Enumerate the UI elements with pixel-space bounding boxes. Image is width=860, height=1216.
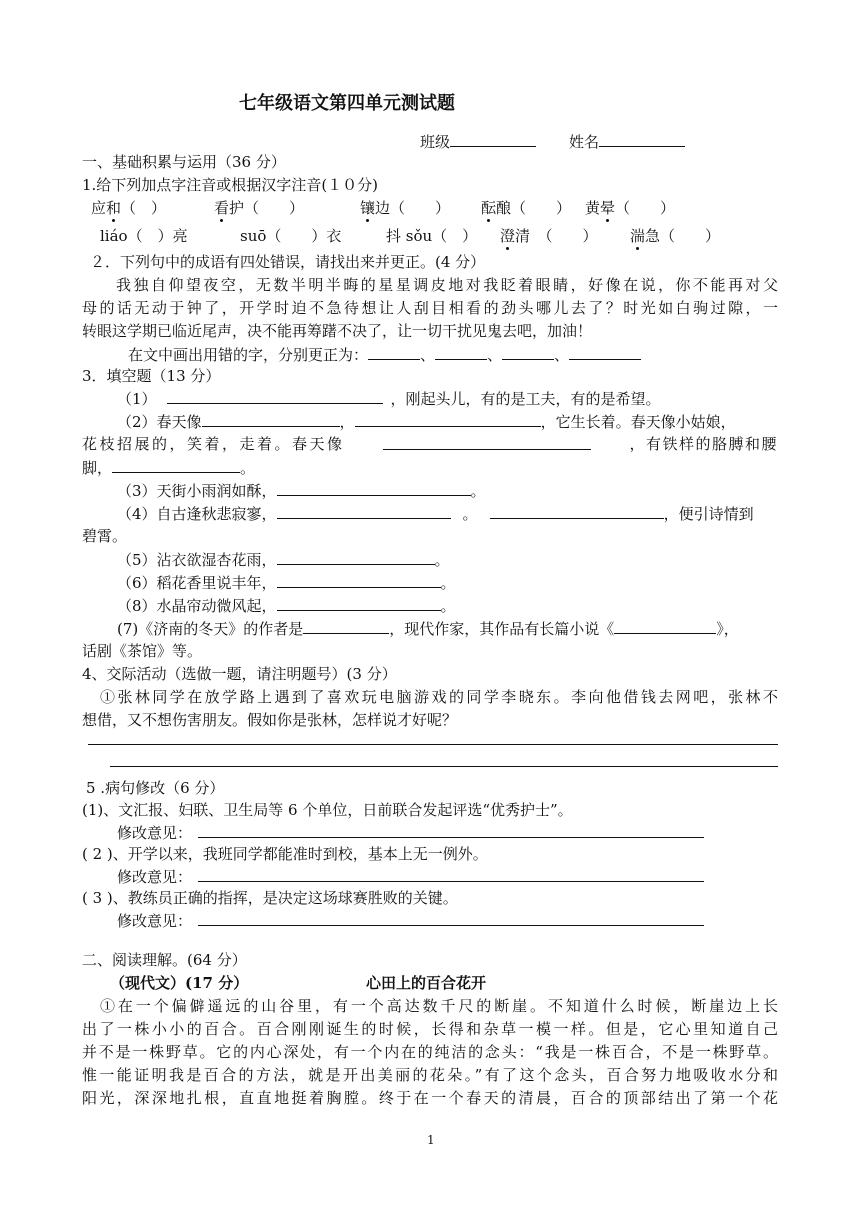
q2-passage-line: 我独自仰望夜空，无数半明半晦的星星调皮地对我眨着眼睛，好像在说，你不能再对父 xyxy=(116,276,778,294)
q2-title: ２．下列句中的成语有四处错误，请找出来并更正。(4 分） xyxy=(90,253,486,271)
q2-passage-line: 母的话无动于钟了，开学时迫不急待想让人刮目相看的劲头哪儿去了？时光如白驹过隙，一 xyxy=(82,299,778,317)
q3-item-2: （2）春天像 ， ，它生长着。春天像小姑娘， xyxy=(117,413,736,431)
q4-line: ①张林同学在放学路上遇到了喜欢玩电脑游戏的同学李晓东。李向他借钱去网吧，张林不 xyxy=(100,688,778,706)
q1-item: 酝酿（ ） xyxy=(481,199,572,217)
q3-item-7-line2: 话剧《茶馆》等。 xyxy=(82,642,203,660)
answer-blank[interactable] xyxy=(198,822,704,838)
q1-item: 抖 sǒu（ ） xyxy=(386,227,478,245)
q2-answer-row: 在文中画出用错的字，分别更正为： 、 、 、 xyxy=(128,344,641,365)
q5-sentence-1: (1)、文汇报、妇联、卫生局等 6 个单位，日前联合发起评选“优秀护士”。 xyxy=(82,801,573,819)
answer-blank[interactable] xyxy=(502,344,554,360)
q4-title: 4、交际活动（选做一题，请注明题号）(3 分） xyxy=(82,665,397,683)
q5-title: 5 .病句修改（6 分） xyxy=(86,779,225,797)
q3-item-4: （4）自古逢秋悲寂寥， 。 ，便引诗情到 xyxy=(117,505,754,523)
q3-item-7: (7)《济南的冬天》的作者是 ，现代作家，其作品有长篇小说《 》， xyxy=(117,620,739,638)
answer-blank[interactable] xyxy=(303,618,389,634)
class-blank[interactable] xyxy=(450,131,536,147)
name-field xyxy=(569,131,685,152)
name-blank[interactable] xyxy=(599,131,685,147)
reading-label: （现代文）(17 分） xyxy=(110,974,249,992)
q1-item: 镶边（ ） xyxy=(360,199,451,217)
reading-title: 心田上的百合花开 xyxy=(366,974,487,992)
q1-item: 澄清 （ ） xyxy=(500,227,598,245)
page-number: 1 xyxy=(427,1133,435,1147)
answer-blank[interactable] xyxy=(368,344,420,360)
q3-item-6: （6）稻花香里说丰年， 。 xyxy=(117,574,456,592)
q5-fix-3: 修改意见： xyxy=(117,910,704,931)
q3-item-5: （5）沾衣欲湿杏花雨， 。 xyxy=(117,551,450,569)
q1-item: suō（ ）衣 xyxy=(240,227,342,245)
q5-fix-2: 修改意见： xyxy=(117,866,704,887)
reading-line: 出了一株小小的百合。百合刚刚诞生的时候，长得和杂草一模一样。但是，它心里知道自己 xyxy=(82,1020,778,1038)
answer-blank[interactable] xyxy=(569,344,641,360)
answer-blank[interactable] xyxy=(198,866,704,882)
q5-sentence-2: ( 2 )、开学以来，我班同学都能准时到校，基本上无一例外。 xyxy=(82,845,488,863)
q4-line: 想借，又不想伤害朋友。假如你是张林，怎样说才好呢？ xyxy=(82,711,458,729)
class-field xyxy=(420,131,536,152)
q3-item-3: （3）天街小雨润如酥， 。 xyxy=(117,482,486,500)
reading-line: ①在一个偏僻遥远的山谷里，有一个高达数千尺的断崖。不知道什么时候，断崖边上长 xyxy=(100,997,778,1015)
page-title: 七年级语文第四单元测试题 xyxy=(239,93,455,114)
q3-item-2-line3: 脚， 。 xyxy=(82,459,256,477)
name-label: 姓名 xyxy=(569,133,600,151)
class-label: 班级 xyxy=(420,133,451,151)
answer-blank[interactable] xyxy=(277,503,451,519)
section-1-heading: 一、基础积累与运用（36 分） xyxy=(82,153,286,171)
reading-line: 阳光，深深地扎根，直直地挺着胸膛。终于在一个春天的清晨，百合的顶部结出了第一个花 xyxy=(82,1089,778,1107)
answer-blank[interactable] xyxy=(198,910,704,926)
q3-item-2-line2: 花枝招展的，笑着，走着。春天像 ，有铁样的胳膊和腰 xyxy=(82,435,778,453)
answer-blank[interactable] xyxy=(277,595,441,611)
answer-blank[interactable] xyxy=(490,503,664,519)
q1-item: 应和（ ） xyxy=(91,199,167,217)
reading-line: 惟一能证明我是百合的方法，就是开出美丽的花朵。”有了这个念头，百合努力地吸收水分和 xyxy=(82,1066,778,1084)
answer-blank[interactable] xyxy=(277,572,441,588)
answer-blank[interactable] xyxy=(202,411,340,427)
q3-item-4-line2: 碧霄。 xyxy=(82,527,128,545)
answer-blank[interactable] xyxy=(614,618,716,634)
answer-blank[interactable] xyxy=(383,434,591,450)
q3-title: 3．填空题（13 分） xyxy=(82,367,221,385)
answer-blank[interactable] xyxy=(167,388,383,404)
reading-line: 并不是一株野草。它的内心深处，有一个内在的纯洁的念头：“我是一株百合，不是一株野草。 xyxy=(82,1043,778,1061)
q1-item: 看护（ ） xyxy=(214,199,305,217)
q2-passage-line: 转眼这学期已临近尾声，决不能再筹躇不决了，让一切干扰见鬼去吧，加油！ xyxy=(82,322,593,340)
answer-blank[interactable] xyxy=(435,344,487,360)
q1-item: 黄晕（ ） xyxy=(585,199,676,217)
answer-blank[interactable] xyxy=(277,480,471,496)
answer-blank[interactable] xyxy=(355,411,541,427)
answer-line[interactable] xyxy=(88,744,778,745)
q3-item-1: （1） ，刚起头儿，有的是工夫，有的是希望。 xyxy=(117,390,661,408)
q5-fix-1: 修改意见： xyxy=(117,822,704,843)
q5-sentence-3: ( 3 )、教练员正确的指挥，是决定这场球赛胜败的关键。 xyxy=(82,889,458,907)
q1-item: 湍急（ ） xyxy=(630,227,721,245)
q3-item-8: （8）水晶帘动微风起， 。 xyxy=(117,597,456,615)
answer-line[interactable] xyxy=(110,766,778,767)
answer-blank[interactable] xyxy=(112,457,240,473)
q1-item: liáo（ ）亮 xyxy=(100,227,188,245)
answer-blank[interactable] xyxy=(277,549,435,565)
section-2-heading: 二、阅读理解。(64 分） xyxy=(82,951,247,969)
q1-title: 1.给下列加点字注音或根据汉字注音(１０分) xyxy=(82,176,379,194)
